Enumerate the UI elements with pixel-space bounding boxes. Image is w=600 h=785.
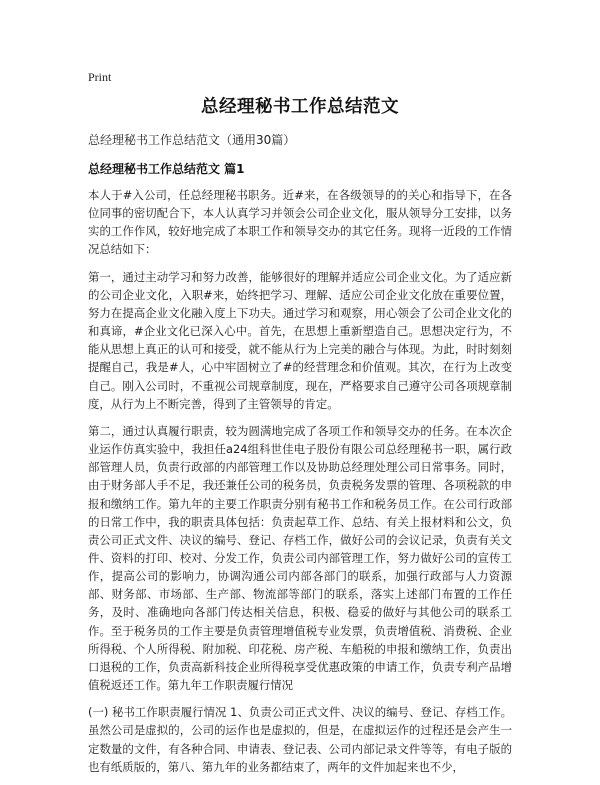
document-subtitle: 总经理秘书工作总结范文（通用30篇） — [88, 133, 296, 147]
print-link[interactable]: Print — [88, 70, 112, 84]
paragraph-second-point: 第二，通过认真履行职责，较为圆满地完成了各项工作和领导交办的任务。在本次企业运作仿真实验中，我担任a24组科世佳电子股份有限公司总经理秘书一职，属行政部管理人员，负责行政部的内部管理工作以及协助总经理处理公司日常事务。同时，由于财务部人手不足，我还兼任公司的税务员，负责税务发票的管理、各项税款的申报和缴纳工作。第九年的主要工作职责分别有秘书工作和税务员工作。在公司行政部的日常工作中，我的职责具体包括：负责起草工作、总结、有关上报材料和公文，负责公司正式文件、决议的编号、登记、存档工作，做好公司的会议记录，负责有关文件、资料的打印、校对、分发工作，负责公司内部管理工作，努力做好公司的宣传工作，提高公司的影响力，协调沟通公司内部各部门的联系，加强行政部与人力资源部、财务部、市场部、生产部、物流部等部门的联系，落实上述部门布置的工作任务，及时、准确地向各部门传达相关信息，积极、稳妥的做好与其他公司的联系工作。至于税务员的工作主要是负责管理增值税专业发票，负责增值税、消费税、企业所得税、个人所得税、附加税、印花税、房产税、车船税的申报和缴纳工作，负责出口退税的工作，负责高新科技企业所得税享受优惠政策的申请工作，负责专利产品增值税返还工作。第九年工作职责履行情况 — [88, 423, 512, 693]
paragraph-first-point: 第一，通过主动学习和努力改善，能够很好的理解并适应公司企业文化。为了适应新的公司企业文化，入职#来，始终把学习、理解、适应公司企业文化放在重要位置，努力在提高企业文化融入度上下功夫。通过学习和观察，用心领会了公司企业文化的和真谛，#企业文化已深入心中。首先，在思想上重新塑造自己。思想决定行为，不能从思想上真正的认可和接受，就不能从行为上完美的融合与体现。为此，时时刻刻提醒自己，我是#人，心中牢固树立了#的经营理念和价值观。其次，在行为上改变自己。刚入公司时，不重视公司规章制度，现在，严格要求自己遵守公司各项规章制度，从行为上不断完善，得到了主管领导的肯定。 — [88, 269, 512, 411]
section-heading: 总经理秘书工作总结范文 篇1 — [88, 162, 245, 176]
document-title: 总经理秘书工作总结范文 — [201, 97, 399, 117]
paragraph-intro: 本人于#入公司，任总经理秘书职务。近#来，在各级领导的的关心和指导下，在各位同事的密切配合下，本人认真学习并领会公司企业文化，服从领导分工安排，以务实的工作作风，较好地完成了本职工作和领导交办的其它任务。现将一近段的工作情况总结如下： — [88, 188, 512, 257]
document-body — [88, 186, 512, 785]
paragraph-secretary-duties: (一) 秘书工作职责履行情况 1、负责公司正式文件、决议的编号、登记、存档工作。虽然公司是虚拟的，公司的运作也是虚拟的，但是，在虚拟运作的过程还是会产生一定数量的文件，有各种合同、申请表、登记表、公司内部记录文件等等，有电子版的也有纸质版的，第八、第九年的业务都结束了，两年的文件加起来也不少， — [88, 705, 512, 774]
